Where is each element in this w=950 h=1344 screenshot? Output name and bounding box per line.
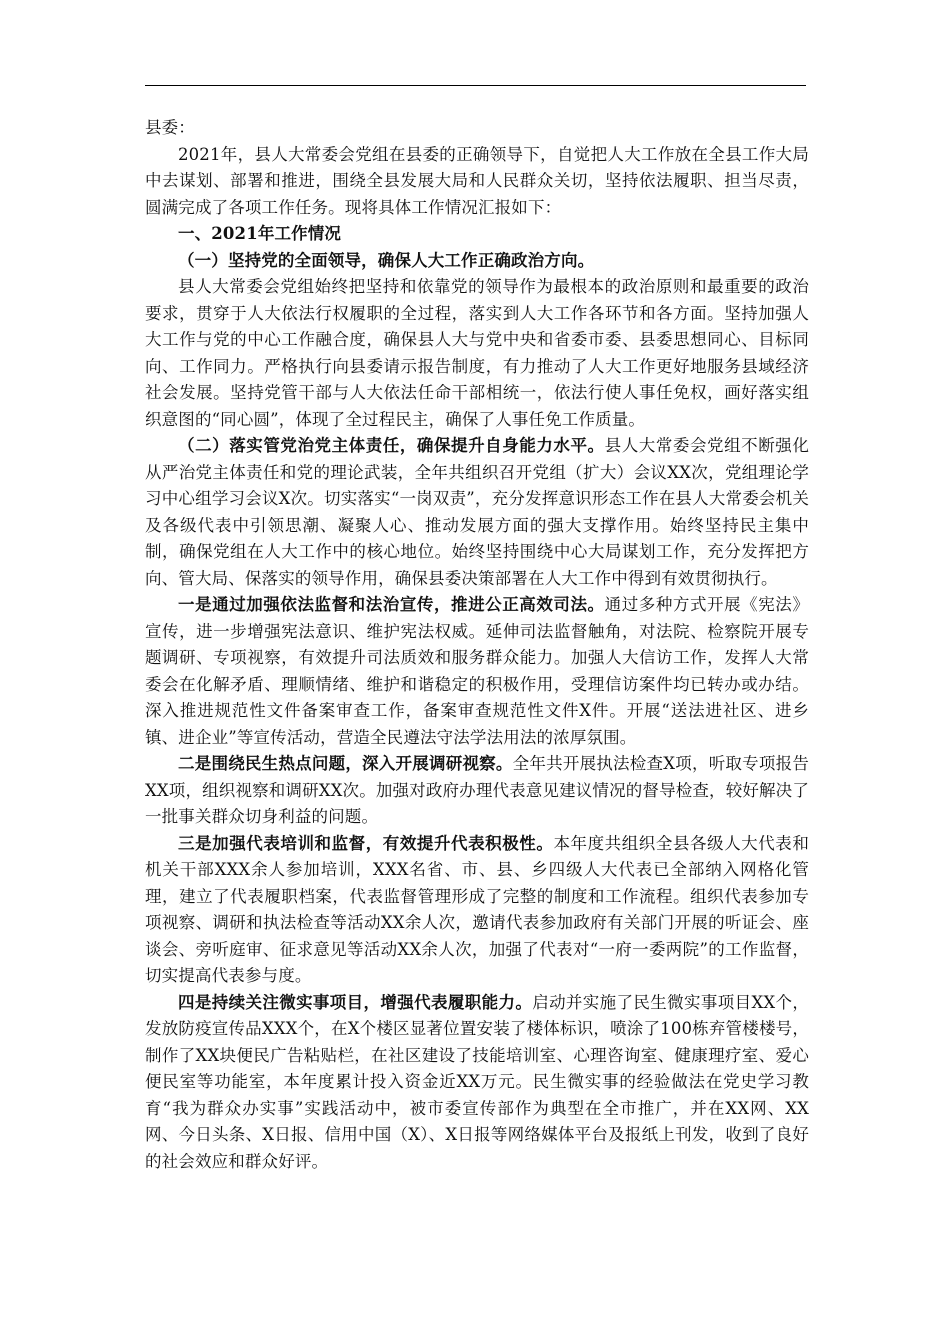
- item-1-body: 通过多种方式开展《宪法》宣传，进一步增强宪法意识、维护宪法权威。延伸司法监督触角，对法院、检察院开展专题调研、专项视察，有效提升司法质效和服务群众能力。加强人大信访工作，发挥人大常委会在化解矛盾、理顺情绪、维护和谐稳定的积极作用，受理信访案件均已转办或办结。深入推进规范性文件备案审查工作，备案审查规范性文件X件。开展“送法进社区、进乡镇、进企业”等宣传活动，营造全民遵法守法学法用法的浓厚氛围。: [145, 595, 809, 747]
- subsection-2-body: 县人大常委会党组不断强化从严治党主体责任和党的理论武装，全年共组织召开党组（扩大）会议XX次，党组理论学习中心组学习会议X次。切实落实“一岗双责”，充分发挥意识形态工作在县人大常委会机关及各级代表中引领思潮、凝聚人心、推动发展方面的强大支撑作用。始终坚持民主集中制，确保党组在人大工作中的核心地位。始终坚持围绕中心大局谋划工作，充分发挥把方向、管大局、保落实的领导作用，确保县委决策部署在人大工作中得到有效贯彻执行。: [145, 436, 809, 588]
- item-3-paragraph: [145, 831, 809, 990]
- subsection-heading-1: （一）坚持党的全面领导，确保人大工作正确政治方向。: [178, 250, 595, 270]
- section-heading: 一、2021年工作情况: [178, 224, 342, 243]
- item-1-lead: 一是通过加强依法监督和法治宣传，推进公正高效司法。: [178, 595, 605, 614]
- subsection-2-lead: （二）落实管党治党主体责任，确保提升自身能力水平。: [178, 436, 605, 455]
- item-2-paragraph: [145, 751, 809, 831]
- item-4-lead: 四是持续关注微实事项目，增强代表履职能力。: [178, 992, 533, 1012]
- item-4-body: 启动并实施了民生微实事项目XX个，发放防疫宣传品XXX个，在X个楼区显著位置安装了楼体标识，喷涂了100栋弃管楼楼号，制作了XX块便民广告粘贴栏，在社区建设了技能培训室、心理咨询室、健康理疗室、爱心便民室等功能室，本年度累计投入资金近XX万元。民生微实事的经验做法在党史学习教育“我为群众办实事”实践活动中，被市委宣传部作为典型在全市推广，并在XX网、XX网、今日头条、X日报、信用中国（X）、X日报等网络媒体平台及报纸上刊发，收到了良好的社会效应和群众好评。: [145, 992, 809, 1171]
- salutation: 县委：: [145, 118, 195, 137]
- item-2-body: 全年共开展执法检查X项，听取专项报告XX项，组织视察和调研XX次。加强对政府办理代表意见建议情况的督导检查，较好解决了一批事关群众切身利益的问题。: [145, 754, 810, 826]
- subsection-2-paragraph: [145, 433, 809, 592]
- item-4-paragraph: [145, 990, 809, 1176]
- item-3-lead: 三是加强代表培训和监督，有效提升代表积极性。: [178, 833, 554, 853]
- item-3-body: 本年度共组织全县各级人大代表和机关干部XXX余人参加培训，XXX名省、市、县、乡四级人大代表已全部纳入网格化管理，建立了代表履职档案，代表监督管理形成了完整的制度和工作流程。组织代表参加专项视察、调研和执法检查等活动XX余人次，邀请代表参加政府有关部门开展的听证会、座谈会、旁听庭审、征求意见等活动XX余人次，加强了代表对“一府一委两院”的工作监督，切实提高代表参与度。: [145, 833, 809, 985]
- header-rule: [145, 85, 806, 86]
- item-2-lead: 二是围绕民生热点问题，深入开展调研视察。: [178, 754, 513, 773]
- subsection-1-paragraph: 县人大常委会党组始终把坚持和依靠党的领导作为最根本的政治原则和最重要的政治要求，贯穿于人大依法行权履职的全过程，落实到人大工作各环节和各方面。坚持加强人大工作与党的中心工作融合度，确保县人大与党中央和省委市委、县委思想同心、目标同向、工作同力。严格执行向县委请示报告制度，有力推动了人大工作更好地服务县域经济社会发展。坚持党管干部与人大依法任命干部相统一，依法行使人事任免权，画好落实组织意图的“同心圆”，体现了全过程民主，确保了人事任免工作质量。: [145, 277, 809, 429]
- document-body: [145, 115, 809, 1175]
- intro-paragraph: 2021年，县人大常委会党组在县委的正确领导下，自觉把人大工作放在全县工作大局中去谋划、部署和推进，围绕全县发展大局和人民群众关切，坚持依法履职、担当尽责，圆满完成了各项工作任务。现将具体工作情况汇报如下：: [145, 144, 809, 217]
- item-1-paragraph: [145, 592, 809, 751]
